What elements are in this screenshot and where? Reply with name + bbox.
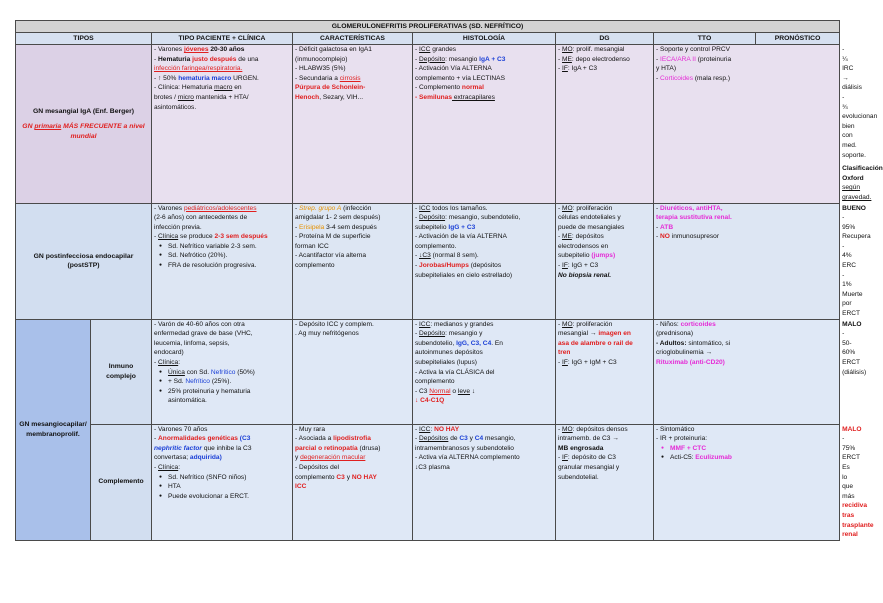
iga-histologia: - ICC grandes - Depósito: mesangio IgA + C3 - Activación Vía ALTERNA complemento + vía LECTINAS - Complemento normal - Semilunas extracapilares xyxy=(413,45,556,204)
subtype-inmunocomplejo: Inmuno complejo xyxy=(91,319,152,424)
post-caracteristicas: - Strep. grupo A (infección amigdalar 1- 2 sem después) - Erisipela 3-4 sem después - Proteína M de superficie forman ICC - Acantifactor vía alterna complemento xyxy=(293,203,413,319)
header-tto: TTO xyxy=(654,33,756,45)
type-mesangiocapilar: GN mesangiocapilar/ membranoprolif. xyxy=(16,319,91,540)
iga-dg: - MO: prolif. mesangial - ME: depo electrodenso - IF: IgA + C3 xyxy=(556,45,654,204)
inmuno-clinica: - Varón de 40-60 años con otra enfermedad grave de base (VHC, leucemia, linfoma, sepsis, endocard) - Clínica: ● Única con Sd. Nefrítico (50%) ● + Sd. Nefrítico (25%). ● 25% proteinuria y hematuria asintomática. xyxy=(152,319,293,424)
post-histologia: - ICC todos los tamaños. - Depósito: mesangio, subendotelio, subepitelio IgG + C3 - Activación de la vía ALTERNA complemento. - ↓C3 (normal 8 sem). - Jorobas/Humps (depósitos subepiteliales en cielo estrellado) xyxy=(413,203,556,319)
subtype-complemento: Complemento xyxy=(91,424,152,540)
type-iga: GN mesangial IgA (Enf. Berger) GN primaria MÁS FRECUENTE a nivel mundial xyxy=(16,45,152,204)
iga-primary-note: GN primaria MÁS FRECUENTE a nivel mundial xyxy=(22,123,145,140)
compl-histologia: - ICC: NO HAY - Depósitos de C3 y C4 mesangio, intramembranosos y subendotelio - Activa vía ALTERNA complemento ↓C3 plasma xyxy=(413,424,556,540)
compl-caracteristicas: - Muy rara - Asociada a lipodistrofia parcial o retinopatía (drusa) y degeneración macular - Depósitos del complemento C3 y NO HAY ICC xyxy=(293,424,413,540)
header-tipos: TIPOS xyxy=(16,33,152,45)
table-row: GN mesangial IgA (Enf. Berger) GN primaria MÁS FRECUENTE a nivel mundial - Varones jóvenes 20-30 años - Hematuria justo después de una infección faringea/respiratoria. - ↑ 50% hematuria macro URGEN. - Clínica: Hematuria macro en brotes / micro mantenida + HTA/ asintomáticos. - Déficit galactosa en IgA1 (inmunocomplejo) - HLABW35 (5%) - Secundaria a cirrosis Púrpura de Schonlein- Henoch, Sezary, VIH... - ICC grandes - Depósito: mesangio IgA + C3 - Activación Vía ALTERNA complemento + vía LECTINAS - Complemento normal - Semilunas extracapilares - MO: prolif. mesangial - ME: depo electrodenso - IF: IgA + C3 - Soporte y control PRCV - IECA/ARA II (proteinuria y HTA) - Corticoides (mala resp.) - ¼ IRC → diálisis - ¾ evolucionan bien con med. soporte. Clasificación Oxford según gravedad. xyxy=(16,45,840,204)
iga-clinica: - Varones jóvenes 20-30 años - Hematuria justo después de una infección faringea/respiratoria. - ↑ 50% hematuria macro URGEN. - Clínica: Hematuria macro en brotes / micro mantenida + HTA/ asintomáticos. xyxy=(152,45,293,204)
header-histologia: HISTOLOGÍA xyxy=(413,33,556,45)
iga-caracteristicas: - Déficit galactosa en IgA1 (inmunocomplejo) - HLABW35 (5%) - Secundaria a cirrosis Púrpura de Schonlein- Henoch, Sezary, VIH... xyxy=(293,45,413,204)
inmuno-caracteristicas: - Depósito ICC y complem. . Ag muy nefritógenos xyxy=(293,319,413,424)
compl-dg: - MO: depósitos densos intramemb. de C3 → MB engrosada - IF: depósito de C3 granular mesangial y subendotelial. xyxy=(556,424,654,540)
compl-tto: - Sintomático - IR + proteinuria: ● MMF + CTC ● Acti-C5: Eculizumab xyxy=(654,424,840,540)
iga-tto: - Soporte y control PRCV - IECA/ARA II (proteinuria y HTA) - Corticoides (mala resp.) xyxy=(654,45,840,204)
summary-table-container xyxy=(15,20,883,541)
post-tto: - Diuréticos, antiHTA, terapia sustitutiva renal. - ATB - NO inmunosupresor xyxy=(654,203,840,319)
inmuno-tto: - Niños: corticoides (prednisona) - Adultos: sintomático, si crioglobulinemia → Rituximab (anti-CD20) xyxy=(654,319,840,424)
glomerulonefritis-table xyxy=(15,20,883,541)
table-title: GLOMERULONEFRITIS PROLIFERATIVAS (SD. NEFRÍTICO) xyxy=(16,21,840,33)
header-caracteristicas: CARACTERÍSTICAS xyxy=(293,33,413,45)
type-postinfecciosa: GN postinfecciosa endocapilar (postSTP) xyxy=(16,203,152,319)
compl-clinica: - Varones 70 años - Anormalidades genéticas (C3 nephritic factor que inhibe la C3 convertasa; adquirida) - Clínica: ● Sd. Nefrítico (SNFO niños) ● HTA ● Puede evolucionar a ERCT. xyxy=(152,424,293,540)
table-row: Complemento - Varones 70 años - Anormalidades genéticas (C3 nephritic factor que inhibe la C3 convertasa; adquirida) - Clínica: ● Sd. Nefrítico (SNFO niños) ● HTA ● Puede evolucionar a ERCT. - Muy rara - Asociada a lipodistrofia parcial o retinopatía (drusa) y degeneración macular - Depósitos del complemento C3 y NO HAY ICC - ICC: NO HAY - Depósitos de C3 y C4 mesangio, intramembranosos y subendotelio - Activa vía ALTERNA complemento ↓C3 plasma - MO: depósitos densos intramemb. de C3 → MB engrosada - IF: depósito de C3 granular mesangial y subendotelial. - Sintomático - IR + proteinuria: ● MMF + CTC ● Acti-C5: Eculizumab MALO - 75% ERCT Es lo que más recidiva tras trasplante renal xyxy=(16,424,840,540)
header-dg: DG xyxy=(556,33,654,45)
header-tipo-paciente: TIPO PACIENTE + CLÍNICA xyxy=(152,33,293,45)
post-dg: - MO: proliferación células endoteliales y puede de mesangiales - ME: depósitos electrodensos en subepitelio (jumps) - IF: IgG + C3 No biopsia renal. xyxy=(556,203,654,319)
table-row: GN mesangiocapilar/ membranoprolif. Inmuno complejo - Varón de 40-60 años con otra enfermedad grave de base (VHC, leucemia, linfoma, sepsis, endocard) - Clínica: ● Única con Sd. Nefrítico (50%) ● + Sd. Nefrítico (25%). ● 25% proteinuria y hematuria asintomática. - Depósito ICC y complem. . Ag muy nefritógenos - ICC: medianos y grandes - Depósito: mesangio y subendotelio, IgG, C3, C4. En autoinmunes depósitos subepiteliales (lupus) - Activa la vía CLÁSICA del complemento - C3 Normal o leve ↓ ↓ C4-C1Q - MO: proliferación mesangial → imagen en asa de alambre o rail de tren - IF: IgG + IgM + C3 - Niños: corticoides (prednisona) - Adultos: sintomático, si crioglobulinemia → Rituximab (anti-CD20) MALO - 50-60% ERCT (diálisis) xyxy=(16,319,840,424)
inmuno-dg: - MO: proliferación mesangial → imagen en asa de alambre o rail de tren - IF: IgG + IgM + C3 xyxy=(556,319,654,424)
post-clinica: - Varones pediátricos/adolescentes (2-6 años) con antecedentes de infección previa. - Clínica se produce 2-3 sem después ● Sd. Nefrítico variable 2-3 sem. ● Sd. Nefrótico (20%). ● FRA de resolución progresiva. xyxy=(152,203,293,319)
inmuno-histologia: - ICC: medianos y grandes - Depósito: mesangio y subendotelio, IgG, C3, C4. En autoinmunes depósitos subepiteliales (lupus) - Activa la vía CLÁSICA del complemento - C3 Normal o leve ↓ ↓ C4-C1Q xyxy=(413,319,556,424)
table-row: GN postinfecciosa endocapilar (postSTP) - Varones pediátricos/adolescentes (2-6 años) con antecedentes de infección previa. - Clínica se produce 2-3 sem después ● Sd. Nefrítico variable 2-3 sem. ● Sd. Nefrótico (20%). ● FRA de resolución progresiva. - Strep. grupo A (infección amigdalar 1- 2 sem después) - Erisipela 3-4 sem después - Proteína M de superficie forman ICC - Acantifactor vía alterna complemento - ICC todos los tamaños. - Depósito: mesangio, subendotelio, subepitelio IgG + C3 - Activación de la vía ALTERNA complemento. - ↓C3 (normal 8 sem). - Jorobas/Humps (depósitos subepiteliales en cielo estrellado) - MO: proliferación células endoteliales y puede de mesangiales - ME: depósitos electrodensos en subepitelio (jumps) - IF: IgG + C3 No biopsia renal. - Diuréticos, antiHTA, terapia sustitutiva renal. - ATB - NO inmunosupresor BUENO - 95% Recupera - 4% ERC - 1% Muerte por ERCT xyxy=(16,203,840,319)
header-pronostico: PRONÓSTICO xyxy=(756,33,840,45)
